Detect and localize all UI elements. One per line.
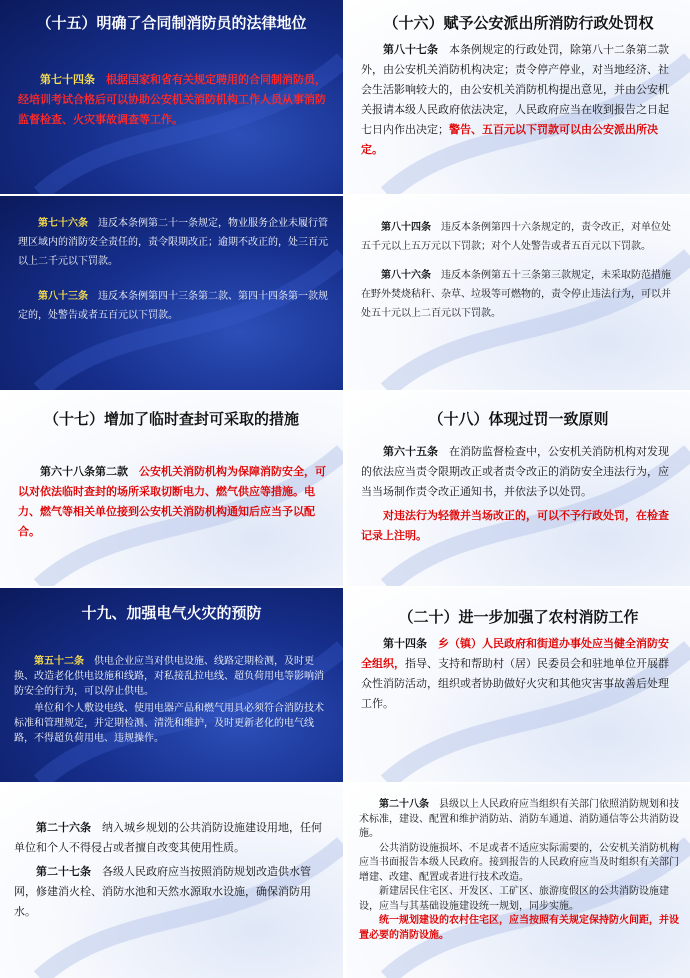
article-number: 第二十六条 [36,821,91,834]
article-number: 第八十七条 [383,43,438,56]
slide-body [361,218,676,323]
highlight-text: 警告、五百元以下罚款可以由公安派出所决定。 [361,123,658,156]
article-text: 供电企业应当对供电设施、线路定期检测，及时更换、改造老化供电设施和线路，对私接乱拉电线、超负荷用电等影响消防安全的行为，可以停止供电。 [14,656,324,697]
slide-title: （十八）体现过罚一致原则 [428,410,609,428]
article-text: 单位和个人敷设电线、使用电器产品和燃气用具必须符合消防技术标准和管理规定，并定期检测、清洗和维护，及时更新老化的电气线路，不得超负荷用电、违规操作。 [14,703,324,744]
article-text: 违反本条例第二十一条规定，物业服务企业未履行管理区域内的消防安全责任的，责令限期改正；逾期不改正的，处三百元以上二千元以下罚款。 [18,218,328,267]
slide-body [14,654,329,746]
slide-title: （二十）进一步加强了农村消防工作 [398,608,639,626]
highlight-text: 统一规划建设的农村住宅区，应当按照有关规定保持防火间距，并设置必要的消防设施。 [359,915,679,941]
article-text: 公共消防设施损坏、不足或者不适应实际需要的，公安机关消防机构应当书面报告本级人民政府。接到报告的人民政府应当及时组织有关部门增建、改建、配置或者进行技术改造。 [359,842,679,883]
highlight-text: 乡（镇）人民政府和街道办事处应当健全消防安全组织， [361,637,669,670]
slide-body [18,462,329,542]
article-number: 第八十三条 [38,291,88,302]
highlight-text: 根据国家和省有关规定聘用的合同制消防员，经培训考试合格后可以协助公安机关消防机构工作人员从事消防监督检查、火灾事故调查等工作。 [18,73,326,126]
article-text: 违反本条例第四十六条规定的，责令改正，对单位处五千元以上五万元以下罚款；对个人处警告或者五百元以下罚款。 [361,222,671,252]
article-text: 违反本条例第五十三条第三款规定，未采取防范措施在野外焚烧秸秆、杂草、垃圾等可燃物的，责令停止违法行为，可以并处五十元以上二百元以下罚款。 [361,270,671,319]
slide-16 [347,0,690,194]
slide-article-28 [347,784,690,978]
slide-18 [347,392,690,586]
highlight-text: 对违法行为轻微并当场改正的，可以不予行政处罚，在检查记录上注明。 [361,509,669,542]
article-text: 纳入城乡规划的公共消防设施建设用地，任何单位和个人不得侵占或者擅自改变其使用性质。 [14,821,322,854]
article-number: 第二十八条 [379,799,429,810]
slide-15 [0,0,343,194]
slide-body [361,634,676,714]
article-text: 违反本条例第四十三条第二款、第四十四条第一款规定的，处警告或者五百元以下罚款。 [18,291,328,321]
article-number: 第二十七条 [36,865,91,878]
article-number: 第八十六条 [381,270,431,281]
article-number: 第七十六条 [38,218,88,229]
slide-title: （十七）增加了临时查封可采取的措施 [43,410,299,428]
slide-20 [347,588,690,782]
article-number: 第八十四条 [381,222,431,233]
highlight-text: 公安机关消防机构为保障消防安全，可以对依法临时查封的场所采取切断电力、燃气供应等措施。电力、燃气等相关单位接到公安机关消防机构通知后应当予以配合。 [18,465,326,538]
slide-body [361,442,676,546]
slide-body [361,40,676,160]
article-number: 第六十八条第二款 [40,465,128,478]
article-text: 新建居民住宅区、开发区、工矿区、旅游度假区的公共消防设施建设，应当与其基础设施建设统一规划，同步实施。 [359,886,669,912]
article-text: 在消防监督检查中，公安机关消防机构对发现的依法应当责令限期改正或者责令改正的消防安全违法行为，应当当场制作责令改正通知书，并依法予以处罚。 [361,445,669,498]
article-number: 第六十五条 [383,445,438,458]
slide-title: 十九、加强电气火灾的预防 [81,604,262,622]
article-number: 第十四条 [383,637,427,650]
article-text: 本条例规定的行政处罚，除第八十二条第二款外，由公安机关消防机构决定；责令停产停业，对当地经济、社会生活影响较大的，由公安机关消防机构提出意见，并由公安机关报请本级人民政府依法决定，人民政府应当在收到报告之日起七日内作出决定； [361,43,669,136]
slide-body [18,70,329,130]
slide-articles-76-83 [0,196,343,390]
slide-body [359,798,680,943]
slide-articles-84-86 [347,196,690,390]
slide-body [18,214,329,325]
slide-body [14,818,329,922]
slide-title: （十六）赋予公安派出所消防行政处罚权 [383,14,654,32]
article-text: 指导、支持和帮助村（居）民委员会和驻地单位开展群众性消防活动，组织或者协助做好火灾和其他灾害事故善后处理工作。 [361,657,669,710]
article-text: 各级人民政府应当按照消防规划改造供水管网，修建消火栓、消防水池和天然水源取水设施，确保消防用水。 [14,865,311,918]
article-text: 县级以上人民政府应当组织有关部门依照消防规划和技术标准，建设、配置和维护消防站、消防车通道、消防通信等公共消防设施。 [359,799,679,839]
article-number: 第五十二条 [34,656,84,667]
slide-17 [0,392,343,586]
slide-19 [0,588,343,782]
slide-title: （十五）明确了合同制消防员的法律地位 [36,14,307,32]
slide-articles-26-27 [0,784,343,978]
article-number: 第七十四条 [40,73,95,86]
